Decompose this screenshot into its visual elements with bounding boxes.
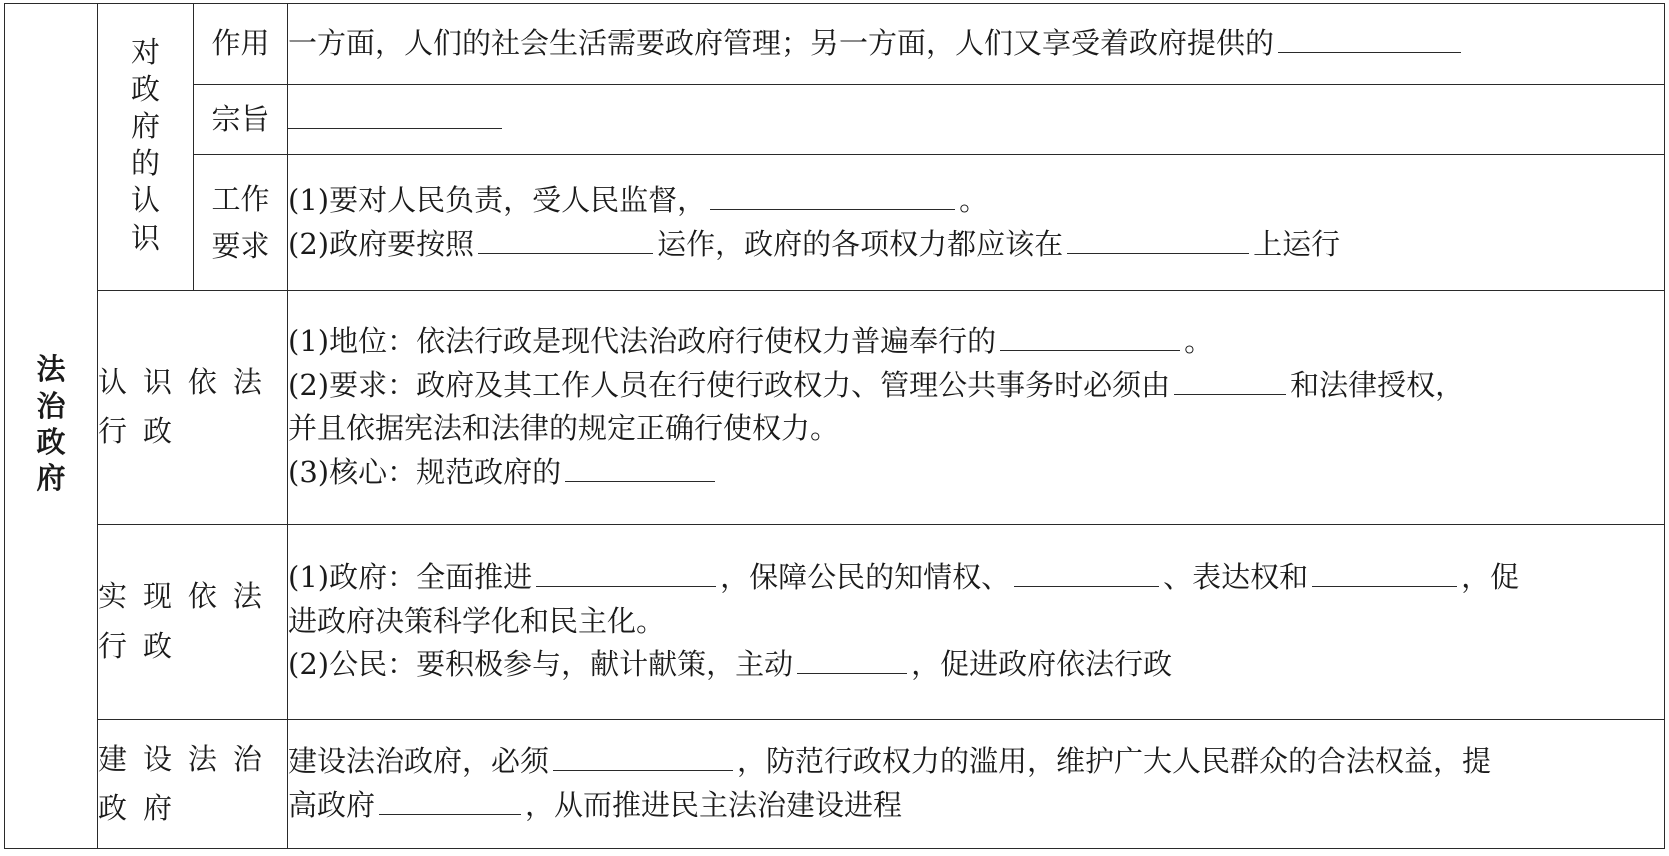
build-line-1-text-a: 建设法治政府，必须: [288, 744, 550, 779]
lawful-admin-label: 认识依法行政: [98, 364, 278, 449]
role-text: 一方面，人们的社会生活需要政府管理；另一方面，人们又享受着政府提供的: [288, 26, 1275, 61]
build-label-cell: [98, 719, 288, 848]
lawful-admin-item-1-blank[interactable]: [1000, 323, 1180, 352]
lawful-admin-item-1-text-a: (1)地位：依法行政是现代法治政府行使权力普遍奉行的: [288, 324, 997, 359]
build-line-1: [288, 740, 1664, 784]
work-item-2-blank-2[interactable]: [1067, 225, 1249, 254]
lawful-admin-item-3-blank[interactable]: [565, 453, 715, 482]
row-work: [5, 155, 1665, 290]
work-item-1-blank[interactable]: [710, 182, 955, 211]
lawful-admin-item-1: [288, 320, 1664, 364]
lawful-admin-item-2-text-b: 和法律授权，: [1290, 367, 1465, 402]
realize-label-cell: [98, 524, 288, 719]
row-lawful-admin: [5, 290, 1665, 524]
realize-item-1-text-b: ，保障公民的知情权、: [720, 560, 1011, 595]
role-label-cell: [194, 4, 288, 85]
outline-table: [4, 3, 1665, 849]
lawful-admin-label-cell: [98, 290, 288, 524]
realize-item-2: [288, 643, 1664, 687]
understanding-group-title: 对政府的认识: [130, 34, 160, 255]
purpose-line: [288, 98, 1664, 142]
purpose-label-cell: [194, 85, 288, 155]
realize-item-1-cont: 进政府决策科学化和民主化。: [288, 603, 666, 638]
realize-item-1-text-c: 、表达权和: [1163, 560, 1309, 595]
work-item-2: [288, 223, 1664, 267]
work-label: 工作要求: [211, 182, 270, 263]
work-content: [288, 155, 1665, 290]
row-realize: [5, 524, 1665, 719]
work-item-1-end: 。: [959, 183, 989, 218]
lawful-admin-content: [288, 290, 1665, 524]
work-item-1: [288, 179, 1664, 223]
role-label: 作用: [211, 26, 270, 61]
realize-item-1-blank-1[interactable]: [536, 559, 716, 588]
build-line-2-text-b: ，从而推进民主法治建设进程: [525, 787, 903, 822]
work-item-2-text-b: 运作，政府的各项权力都应该在: [657, 226, 1064, 261]
realize-content: [288, 524, 1665, 719]
lawful-admin-item-3-text: (3)核心：规范政府的: [288, 454, 562, 489]
work-item-2-text-c: 上运行: [1253, 226, 1341, 261]
realize-item-2-blank[interactable]: [797, 646, 907, 675]
work-label-cell: [194, 155, 288, 290]
build-label: 建设法治政府: [98, 741, 278, 825]
row-build: [5, 719, 1665, 848]
row-purpose: [5, 85, 1665, 155]
lawful-admin-item-1-text-b: 。: [1184, 324, 1214, 359]
build-line-2-blank[interactable]: [379, 786, 521, 815]
purpose-label: 宗旨: [211, 102, 270, 137]
lawful-admin-item-3: [288, 451, 1664, 495]
purpose-blank[interactable]: [288, 100, 502, 129]
realize-item-1-text-d: ，促: [1461, 560, 1520, 595]
lawful-admin-item-2-text-a: (2)要求：政府及其工作人员在行使行政权力、管理公共事务时必须由: [288, 367, 1171, 402]
work-item-2-text-a: (2)政府要按照: [288, 226, 475, 261]
build-line-2: [288, 784, 1664, 828]
build-line-1-text-b: ，防范行政权力的滥用，维护广大人民群众的合法权益，提: [737, 744, 1492, 779]
main-title: 法治政府: [36, 352, 66, 496]
work-item-1-text: (1)要对人民负责，受人民监督，: [288, 183, 707, 218]
understanding-group-cell: [98, 4, 194, 291]
purpose-content: [288, 85, 1665, 155]
lawful-admin-item-2-cont: 并且依据宪法和法律的规定正确行使权力。: [288, 411, 840, 446]
realize-item-2-text-b: ，促进政府依法行政: [911, 647, 1173, 682]
realize-item-1: [288, 556, 1664, 600]
role-blank[interactable]: [1278, 25, 1461, 54]
realize-item-1-text-a: (1)政府：全面推进: [288, 560, 533, 595]
realize-item-2-text-a: (2)公民：要积极参与，献计献策，主动: [288, 647, 794, 682]
build-line-1-blank[interactable]: [553, 743, 733, 772]
lawful-admin-item-2-blank[interactable]: [1174, 366, 1286, 395]
role-line: [288, 22, 1664, 66]
row-role: [5, 4, 1665, 85]
build-line-2-text-a: 高政府: [288, 787, 376, 822]
realize-item-1-blank-2[interactable]: [1014, 559, 1159, 588]
main-title-cell: [5, 4, 98, 849]
work-item-2-blank-1[interactable]: [478, 225, 653, 254]
realize-item-1-blank-3[interactable]: [1312, 559, 1457, 588]
build-content: [288, 719, 1665, 848]
realize-label: 实现依法行政: [98, 579, 278, 663]
role-content: [288, 4, 1665, 85]
lawful-admin-item-2: [288, 364, 1664, 408]
